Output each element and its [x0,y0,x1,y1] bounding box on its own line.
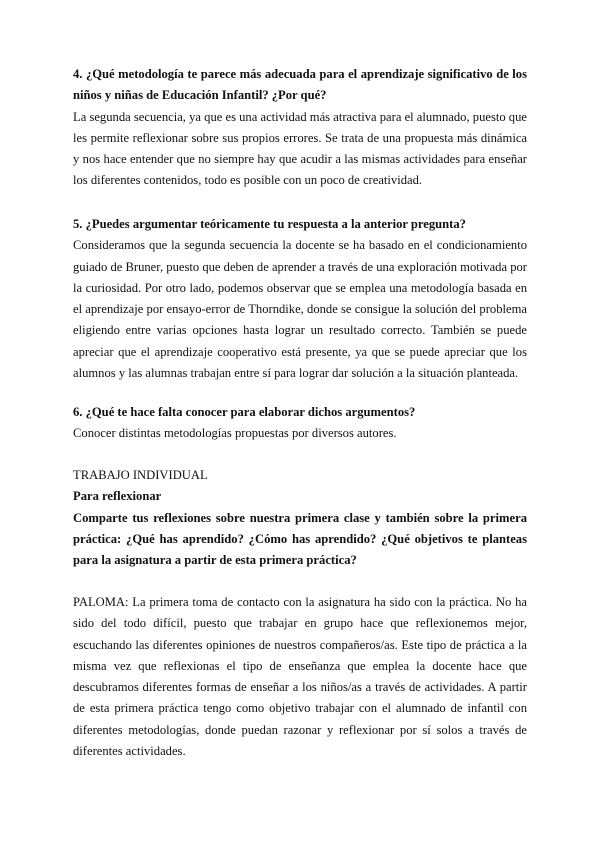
question-6-answer: Conocer distintas metodologías propuestas por diversos autores. [73,426,397,441]
paloma-reflection: PALOMA: La primera toma de contacto con la asignatura ha sido con la práctica. No ha sido del todo difícil, puesto que trabajar en grupo hace que reflexionemos mejor, escuchando las diferentes opiniones de nuestros compañeros/as. Este tipo de práctica a la misma vez que reflexionas el tipo de enseñanza que emplea la docente hace que descubramos diferentes formas de enseñar a los niños/as a través de actividades. A partir de esta primera práctica tengo como objetivo trabajar con el alumnado de infantil con diferentes metodologías, donde puedan razonar y reflexionar por sí solos a través de diferentes actividades. [73,595,527,759]
question-6-heading: 6. ¿Qué te hace falta conocer para elaborar dichos argumentos? [73,405,416,419]
individual-work-title: TRABAJO INDIVIDUAL [73,468,208,482]
question-4-section [73,64,527,192]
reflection-subtitle: Para reflexionar [73,489,162,504]
question-5-answer: Consideramos que la segunda secuencia la docente se ha basado en el condicionamiento guiado de Bruner, puesto que deben de aprender a través de una exploración motivada por la curiosidad. Por otro lado, podemos observar que se emplea una metodología basada en el aprendizaje por ensayo-error de Thorndike, donde se consigue la solución del problema eligiendo entre varias opciones hasta lograr un resultado correcto. También se puede apreciar que el aprendizaje cooperativo está presente, ya que se puede apreciar que los alumnos y las alumnas trabajan entre sí para lograr dar solución a la situación planteada. [73,238,527,381]
paloma-reflection-section [73,592,527,762]
question-4-answer: La segunda secuencia, ya que es una actividad más atractiva para el alumnado, puesto que les permite reflexionar sobre sus propios errores. Se trata de una propuesta más dinámica y nos hace entender que no siempre hay que acudir a las mismas actividades para enseñar los diferentes contenidos, todo es posible con un poco de creatividad. [73,109,527,188]
question-5-heading: 5. ¿Puedes argumentar teóricamente tu respuesta a la anterior pregunta? [73,217,466,231]
question-5-section [73,214,527,384]
question-4-heading: 4. ¿Qué metodología te parece más adecuada para el aprendizaje significativo de los niños y niñas de Educación Infantil? ¿Por qué? [73,67,527,103]
question-6-section [73,402,527,445]
individual-work-section [73,465,527,571]
reflection-prompt: Comparte tus reflexiones sobre nuestra primera clase y también sobre la primera práctica: ¿Qué has aprendido? ¿Cómo has aprendido? ¿Qué objetivos te planteas para la asignatura a partir de esta primera práctica? [73,510,527,568]
